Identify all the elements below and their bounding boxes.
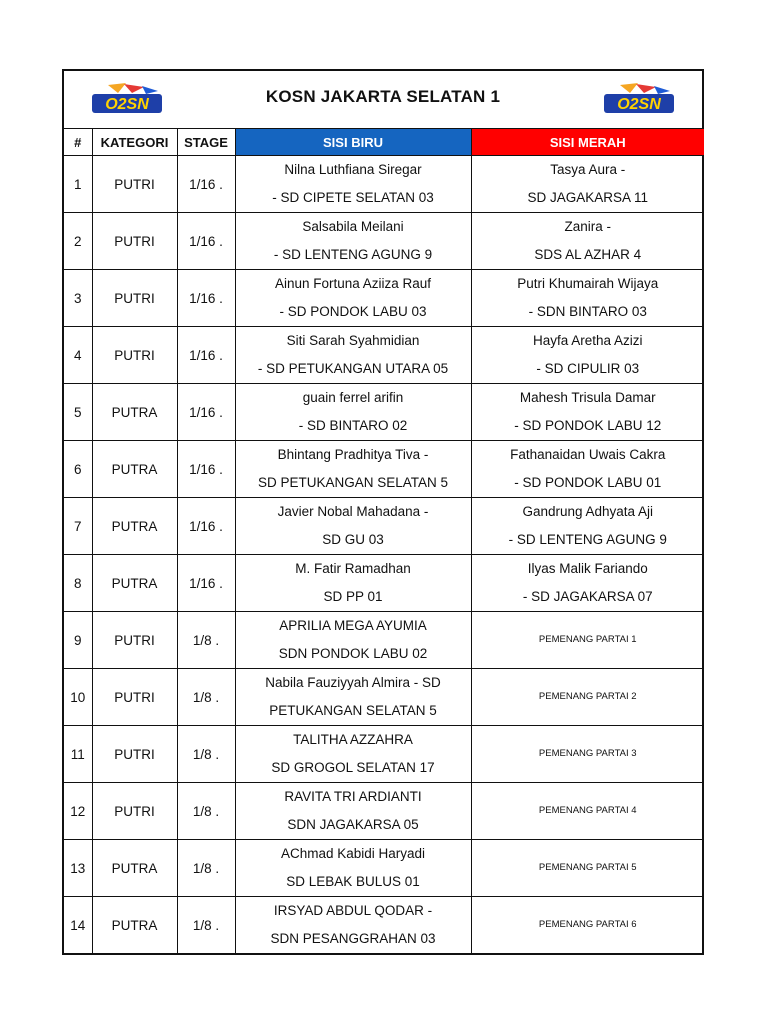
row-stage: 1/16 . [177,384,235,441]
row-number: 5 [64,384,92,441]
athlete-name: guain ferrel arifin [302,390,404,405]
table-row [64,327,704,384]
athlete-name: Putri Khumairah Wijaya [517,276,659,291]
sisi-biru-cell [235,384,471,441]
table-row [64,270,704,327]
title-row [64,71,702,129]
athlete-name: Salsabila Meilani [302,219,404,234]
table-row [64,213,704,270]
athlete-name: APRILIA MEGA AYUMIA [279,618,427,633]
athlete-name: AChmad Kabidi Haryadi [280,846,426,861]
athlete-name: Bhintang Pradhitya Tiva - [277,447,429,462]
sisi-merah-cell [471,897,704,954]
school-name: SD GU 03 [322,532,384,547]
row-number: 8 [64,555,92,612]
table-row [64,612,704,669]
row-stage: 1/8 . [177,897,235,954]
table-row [64,498,704,555]
athlete-name: Siti Sarah Syahmidian [286,333,420,348]
sisi-biru-cell [235,669,471,726]
bracket-sheet [62,69,704,955]
sisi-merah-cell [471,441,704,498]
sisi-biru-cell [235,840,471,897]
school-name: - SD PONDOK LABU 01 [514,475,662,490]
row-kategori: PUTRI [92,213,177,270]
athlete-name: TALITHA AZZAHRA [293,732,413,747]
row-stage: 1/16 . [177,213,235,270]
school-name: - SD CIPULIR 03 [536,361,640,376]
school-name: SD PP 01 [323,589,383,604]
sisi-merah-cell [471,783,704,840]
school-name: - SD LENTENG AGUNG 9 [273,247,433,262]
row-kategori: PUTRI [92,327,177,384]
athlete-name: Mahesh Trisula Damar [519,390,656,405]
row-kategori: PUTRI [92,156,177,213]
athlete-name: Nilna Luthfiana Siregar [284,162,422,177]
school-name: - SDN BINTARO 03 [528,304,647,319]
athlete-name: Ainun Fortuna Aziiza Rauf [274,276,432,291]
athlete-name: Tasya Aura - [550,162,626,177]
svg-text:O2SN: O2SN [617,96,661,113]
athlete-name: IRSYAD ABDUL QODAR - [273,903,433,918]
header-sisi-biru: SISI BIRU [235,129,471,156]
athlete-name: Javier Nobal Mahadana - [277,504,429,519]
row-number: 10 [64,669,92,726]
sisi-biru-cell [235,726,471,783]
sisi-merah-cell [471,213,704,270]
row-kategori: PUTRA [92,384,177,441]
table-row [64,726,704,783]
winner-placeholder: PEMENANG PARTAI 4 [538,805,637,816]
sisi-merah-cell [471,498,704,555]
school-name: PETUKANGAN SELATAN 5 [269,703,437,718]
table-row [64,555,704,612]
athlete-name: M. Fatir Ramadhan [295,561,411,576]
row-number: 9 [64,612,92,669]
winner-placeholder: PEMENANG PARTAI 1 [538,634,637,645]
table-row [64,441,704,498]
school-name: - SD PETUKANGAN UTARA 05 [257,361,449,376]
row-stage: 1/16 . [177,156,235,213]
header-kategori: KATEGORI [92,129,177,156]
row-number: 6 [64,441,92,498]
header-number: # [64,129,92,156]
row-stage: 1/16 . [177,327,235,384]
row-number: 11 [64,726,92,783]
sisi-biru-cell [235,612,471,669]
athlete-name: Nabila Fauziyyah Almira - SD [265,675,441,690]
row-number: 4 [64,327,92,384]
school-name: SDN JAGAKARSA 05 [287,817,419,832]
row-kategori: PUTRI [92,612,177,669]
table-row [64,897,704,954]
header-row [64,129,704,156]
winner-placeholder: PEMENANG PARTAI 5 [538,862,637,873]
sisi-biru-cell [235,441,471,498]
sisi-biru-cell [235,555,471,612]
row-number: 1 [64,156,92,213]
row-kategori: PUTRA [92,840,177,897]
school-name: - SD JAGAKARSA 07 [522,589,653,604]
row-number: 14 [64,897,92,954]
school-name: - SD PONDOK LABU 03 [279,304,427,319]
row-kategori: PUTRA [92,897,177,954]
sisi-merah-cell [471,669,704,726]
school-name: SDS AL AZHAR 4 [534,247,642,262]
row-stage: 1/8 . [177,783,235,840]
row-stage: 1/8 . [177,840,235,897]
row-stage: 1/16 . [177,441,235,498]
sisi-biru-cell [235,783,471,840]
table-row [64,840,704,897]
row-stage: 1/8 . [177,726,235,783]
row-stage: 1/8 . [177,669,235,726]
school-name: SD JAGAKARSA 11 [527,190,649,205]
sisi-merah-cell [471,384,704,441]
bracket-table [64,129,704,953]
athlete-name: Ilyas Malik Fariando [527,561,648,576]
athlete-name: Hayfa Aretha Azizi [532,333,643,348]
school-name: - SD CIPETE SELATAN 03 [272,190,434,205]
sisi-biru-cell [235,156,471,213]
row-stage: 1/16 . [177,498,235,555]
sisi-merah-cell [471,156,704,213]
table-row [64,669,704,726]
table-row [64,384,704,441]
row-number: 3 [64,270,92,327]
row-kategori: PUTRA [92,441,177,498]
row-stage: 1/8 . [177,612,235,669]
athlete-name: Zanira - [564,219,611,234]
school-name: SD GROGOL SELATAN 17 [271,760,435,775]
row-kategori: PUTRI [92,669,177,726]
row-kategori: PUTRA [92,555,177,612]
winner-placeholder: PEMENANG PARTAI 3 [538,748,637,759]
sisi-merah-cell [471,270,704,327]
sisi-merah-cell [471,612,704,669]
header-sisi-merah: SISI MERAH [471,129,704,156]
sisi-biru-cell [235,498,471,555]
row-number: 2 [64,213,92,270]
header-stage: STAGE [177,129,235,156]
school-name: SD LEBAK BULUS 01 [286,874,420,889]
athlete-name: Gandrung Adhyata Aji [522,504,654,519]
school-name: SDN PESANGGRAHAN 03 [270,931,436,946]
sisi-biru-cell [235,897,471,954]
sisi-merah-cell [471,555,704,612]
table-row [64,156,704,213]
row-kategori: PUTRI [92,270,177,327]
school-name: SDN PONDOK LABU 02 [278,646,428,661]
sisi-biru-cell [235,213,471,270]
sisi-biru-cell [235,327,471,384]
row-kategori: PUTRA [92,498,177,555]
page-title: KOSN JAKARTA SELATAN 1 [265,87,501,106]
table-row [64,783,704,840]
athlete-name: RAVITA TRI ARDIANTI [284,789,422,804]
sisi-merah-cell [471,726,704,783]
row-number: 13 [64,840,92,897]
sisi-biru-cell [235,270,471,327]
sisi-merah-cell [471,840,704,897]
svg-text:O2SN: O2SN [105,96,149,113]
o2sn-logo-right [600,81,678,117]
school-name: - SD BINTARO 02 [298,418,408,433]
row-kategori: PUTRI [92,783,177,840]
school-name: - SD LENTENG AGUNG 9 [508,532,667,547]
school-name: - SD PONDOK LABU 12 [514,418,662,433]
school-name: SD PETUKANGAN SELATAN 5 [257,475,449,490]
row-number: 7 [64,498,92,555]
sisi-merah-cell [471,327,704,384]
row-stage: 1/16 . [177,270,235,327]
athlete-name: Fathanaidan Uwais Cakra [510,447,666,462]
row-number: 12 [64,783,92,840]
row-stage: 1/16 . [177,555,235,612]
winner-placeholder: PEMENANG PARTAI 2 [538,691,637,702]
row-kategori: PUTRI [92,726,177,783]
winner-placeholder: PEMENANG PARTAI 6 [538,919,637,930]
